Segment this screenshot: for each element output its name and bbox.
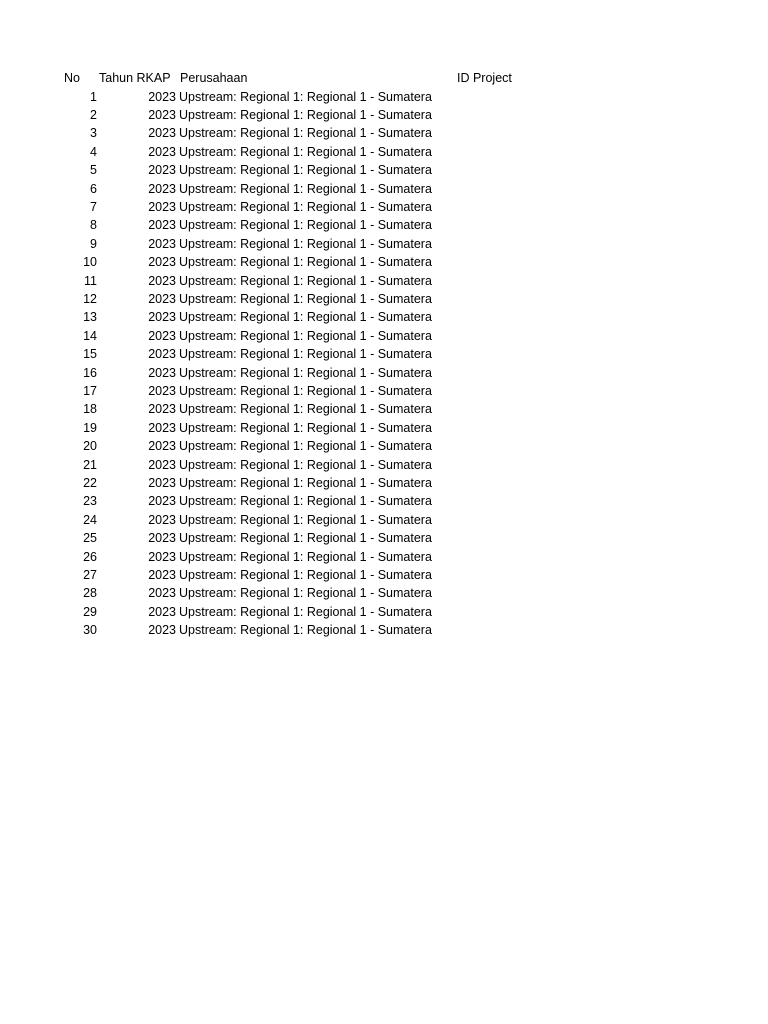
header-perusahaan: Perusahaan: [180, 71, 248, 85]
table-row: [0, 88, 768, 106]
table-row: [0, 382, 768, 400]
cell-perusahaan: Upstream: Regional 1: Regional 1 - Sumatera: [179, 512, 432, 527]
cell-perusahaan: Upstream: Regional 1: Regional 1 - Sumatera: [179, 475, 432, 490]
cell-tahun-rkap: 2023: [148, 457, 176, 472]
cell-no: 14: [83, 328, 97, 343]
cell-perusahaan: Upstream: Regional 1: Regional 1 - Sumatera: [179, 531, 432, 546]
table-row: [0, 161, 768, 179]
cell-perusahaan: Upstream: Regional 1: Regional 1 - Sumatera: [179, 567, 432, 582]
cell-tahun-rkap: 2023: [148, 347, 176, 362]
cell-perusahaan: Upstream: Regional 1: Regional 1 - Sumatera: [179, 291, 432, 306]
table-header-row: [0, 69, 768, 87]
cell-no: 28: [83, 586, 97, 601]
cell-tahun-rkap: 2023: [148, 604, 176, 619]
cell-no: 2: [90, 107, 97, 122]
table-row: [0, 235, 768, 253]
cell-no: 5: [90, 163, 97, 178]
table-row: [0, 124, 768, 142]
table-row: [0, 492, 768, 510]
cell-no: 30: [83, 623, 97, 638]
table-row: [0, 345, 768, 363]
cell-tahun-rkap: 2023: [148, 475, 176, 490]
cell-tahun-rkap: 2023: [148, 236, 176, 251]
table-row: [0, 327, 768, 345]
table-row: [0, 548, 768, 566]
cell-no: 15: [83, 347, 97, 362]
cell-tahun-rkap: 2023: [148, 549, 176, 564]
cell-no: 21: [83, 457, 97, 472]
table-row: [0, 106, 768, 124]
table-row: [0, 290, 768, 308]
cell-no: 9: [90, 236, 97, 251]
cell-no: 17: [83, 383, 97, 398]
cell-perusahaan: Upstream: Regional 1: Regional 1 - Sumatera: [179, 604, 432, 619]
cell-no: 22: [83, 475, 97, 490]
header-tahun-rkap: Tahun RKAP: [99, 71, 171, 85]
table-row: [0, 529, 768, 547]
cell-tahun-rkap: 2023: [148, 89, 176, 104]
cell-tahun-rkap: 2023: [148, 218, 176, 233]
table-row: [0, 198, 768, 216]
cell-perusahaan: Upstream: Regional 1: Regional 1 - Sumatera: [179, 163, 432, 178]
cell-tahun-rkap: 2023: [148, 567, 176, 582]
cell-tahun-rkap: 2023: [148, 310, 176, 325]
cell-no: 24: [83, 512, 97, 527]
cell-tahun-rkap: 2023: [148, 383, 176, 398]
cell-perusahaan: Upstream: Regional 1: Regional 1 - Sumatera: [179, 383, 432, 398]
cell-tahun-rkap: 2023: [148, 402, 176, 417]
cell-perusahaan: Upstream: Regional 1: Regional 1 - Sumatera: [179, 328, 432, 343]
header-id-project: ID Project: [457, 71, 512, 85]
cell-perusahaan: Upstream: Regional 1: Regional 1 - Sumatera: [179, 144, 432, 159]
table-row: [0, 584, 768, 602]
cell-tahun-rkap: 2023: [148, 181, 176, 196]
cell-tahun-rkap: 2023: [148, 623, 176, 638]
cell-tahun-rkap: 2023: [148, 439, 176, 454]
table-row: [0, 308, 768, 326]
cell-no: 16: [83, 365, 97, 380]
cell-no: 26: [83, 549, 97, 564]
cell-no: 10: [83, 255, 97, 270]
cell-perusahaan: Upstream: Regional 1: Regional 1 - Sumatera: [179, 218, 432, 233]
cell-tahun-rkap: 2023: [148, 494, 176, 509]
table-row: [0, 143, 768, 161]
cell-perusahaan: Upstream: Regional 1: Regional 1 - Sumatera: [179, 365, 432, 380]
table-row: [0, 253, 768, 271]
cell-perusahaan: Upstream: Regional 1: Regional 1 - Sumatera: [179, 457, 432, 472]
cell-tahun-rkap: 2023: [148, 531, 176, 546]
cell-tahun-rkap: 2023: [148, 420, 176, 435]
cell-no: 18: [83, 402, 97, 417]
table-row: [0, 400, 768, 418]
cell-no: 1: [90, 89, 97, 104]
cell-perusahaan: Upstream: Regional 1: Regional 1 - Sumatera: [179, 586, 432, 601]
cell-no: 25: [83, 531, 97, 546]
cell-no: 20: [83, 439, 97, 454]
cell-perusahaan: Upstream: Regional 1: Regional 1 - Sumatera: [179, 420, 432, 435]
cell-perusahaan: Upstream: Regional 1: Regional 1 - Sumatera: [179, 402, 432, 417]
table-row: [0, 566, 768, 584]
cell-no: 29: [83, 604, 97, 619]
cell-perusahaan: Upstream: Regional 1: Regional 1 - Sumatera: [179, 89, 432, 104]
cell-no: 13: [83, 310, 97, 325]
cell-no: 6: [90, 181, 97, 196]
cell-perusahaan: Upstream: Regional 1: Regional 1 - Sumatera: [179, 623, 432, 638]
cell-no: 4: [90, 144, 97, 159]
cell-perusahaan: Upstream: Regional 1: Regional 1 - Sumatera: [179, 347, 432, 362]
table-row: [0, 216, 768, 234]
cell-tahun-rkap: 2023: [148, 144, 176, 159]
cell-no: 12: [83, 291, 97, 306]
cell-perusahaan: Upstream: Regional 1: Regional 1 - Sumatera: [179, 181, 432, 196]
table-row: [0, 437, 768, 455]
cell-perusahaan: Upstream: Regional 1: Regional 1 - Sumatera: [179, 439, 432, 454]
table-row: [0, 180, 768, 198]
cell-perusahaan: Upstream: Regional 1: Regional 1 - Sumatera: [179, 310, 432, 325]
cell-no: 7: [90, 199, 97, 214]
cell-perusahaan: Upstream: Regional 1: Regional 1 - Sumatera: [179, 255, 432, 270]
table-row: [0, 272, 768, 290]
cell-no: 27: [83, 567, 97, 582]
cell-tahun-rkap: 2023: [148, 199, 176, 214]
cell-tahun-rkap: 2023: [148, 255, 176, 270]
cell-tahun-rkap: 2023: [148, 586, 176, 601]
cell-perusahaan: Upstream: Regional 1: Regional 1 - Sumatera: [179, 126, 432, 141]
table-row: [0, 456, 768, 474]
table-row: [0, 364, 768, 382]
cell-no: 23: [83, 494, 97, 509]
cell-tahun-rkap: 2023: [148, 291, 176, 306]
cell-perusahaan: Upstream: Regional 1: Regional 1 - Sumatera: [179, 107, 432, 122]
cell-perusahaan: Upstream: Regional 1: Regional 1 - Sumatera: [179, 549, 432, 564]
cell-tahun-rkap: 2023: [148, 328, 176, 343]
cell-tahun-rkap: 2023: [148, 273, 176, 288]
cell-perusahaan: Upstream: Regional 1: Regional 1 - Sumatera: [179, 494, 432, 509]
cell-no: 19: [83, 420, 97, 435]
cell-no: 8: [90, 218, 97, 233]
cell-no: 3: [90, 126, 97, 141]
table-row: [0, 511, 768, 529]
cell-no: 11: [84, 273, 97, 288]
table-row: [0, 621, 768, 639]
cell-perusahaan: Upstream: Regional 1: Regional 1 - Sumatera: [179, 273, 432, 288]
cell-perusahaan: Upstream: Regional 1: Regional 1 - Sumatera: [179, 199, 432, 214]
header-no: No: [64, 71, 80, 85]
table-row: [0, 603, 768, 621]
cell-tahun-rkap: 2023: [148, 365, 176, 380]
table-row: [0, 419, 768, 437]
cell-tahun-rkap: 2023: [148, 126, 176, 141]
cell-tahun-rkap: 2023: [148, 163, 176, 178]
cell-tahun-rkap: 2023: [148, 107, 176, 122]
cell-tahun-rkap: 2023: [148, 512, 176, 527]
table-row: [0, 474, 768, 492]
cell-perusahaan: Upstream: Regional 1: Regional 1 - Sumatera: [179, 236, 432, 251]
